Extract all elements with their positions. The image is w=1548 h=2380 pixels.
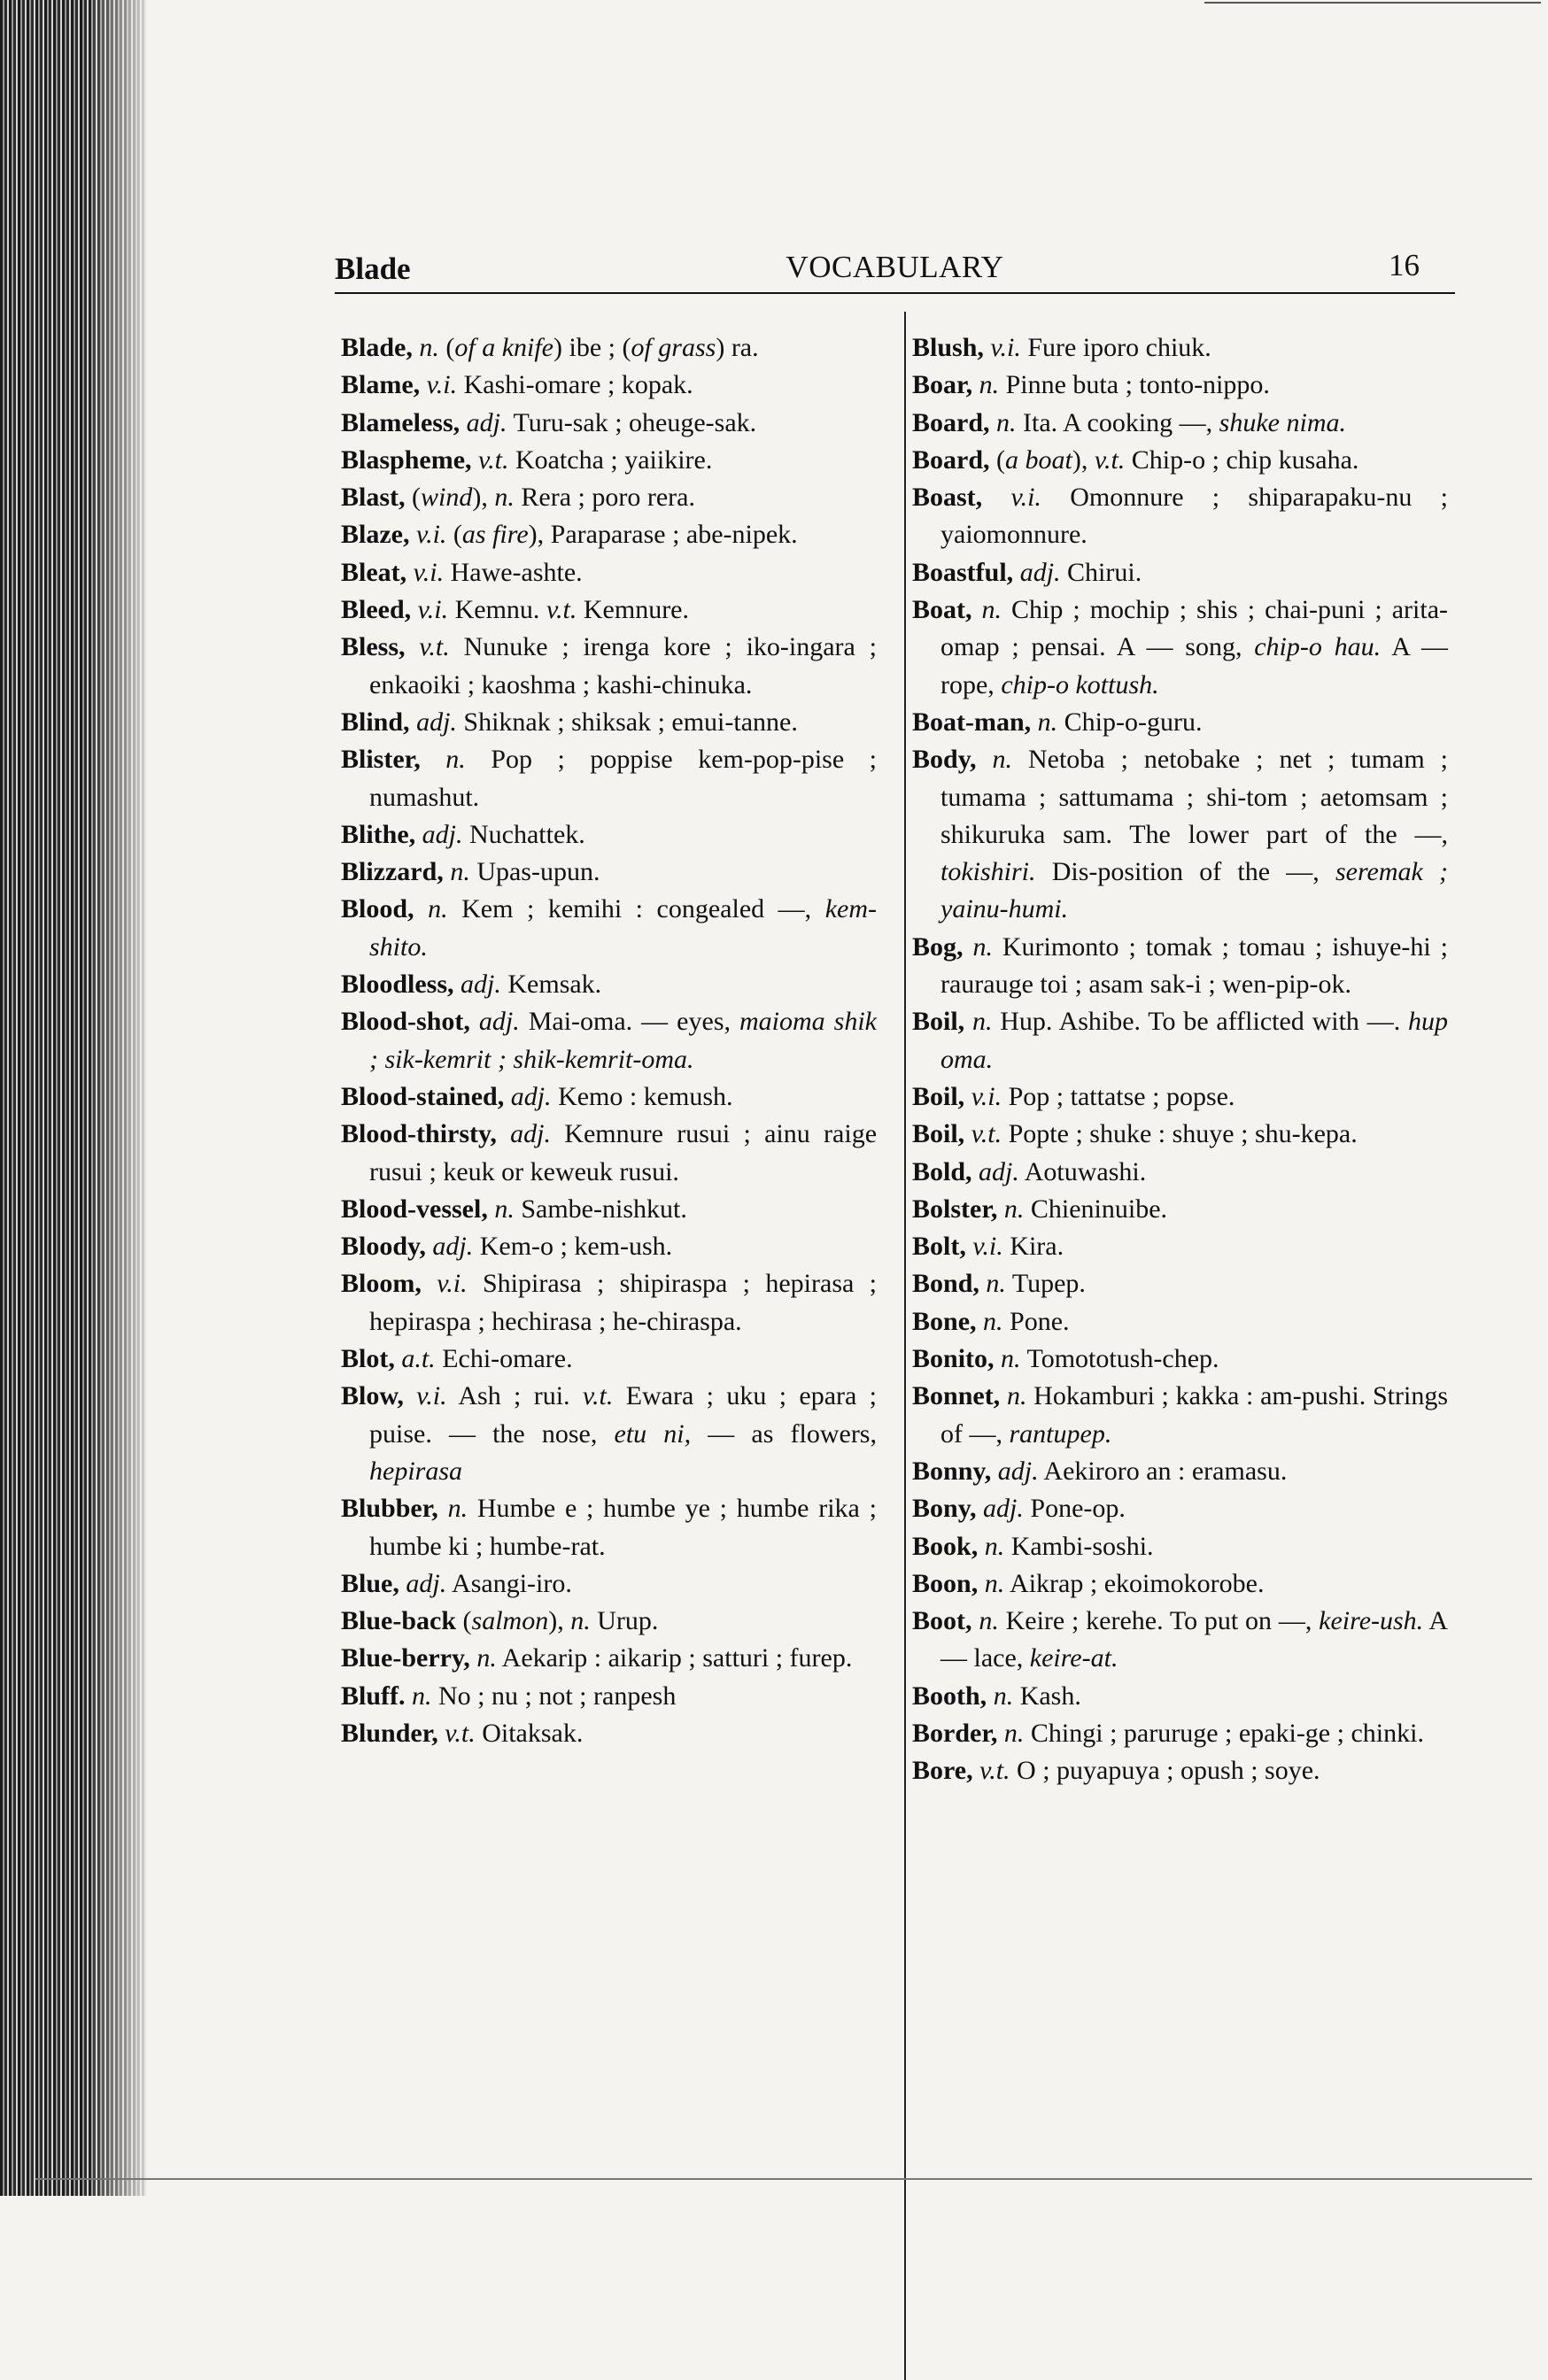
headword: Blameless, bbox=[341, 407, 461, 437]
dictionary-entry bbox=[912, 367, 1448, 404]
definition-text: ( bbox=[438, 333, 455, 362]
definition-text: Kambi-soshi. bbox=[1004, 1531, 1154, 1561]
dictionary-entry bbox=[341, 1603, 877, 1640]
headword: Blood-shot, bbox=[341, 1007, 470, 1037]
left-column bbox=[341, 329, 877, 1752]
italic-text: n. bbox=[979, 1606, 999, 1636]
italic-text: n. bbox=[494, 1194, 515, 1224]
definition-text: Netoba ; netobake ; net ; tumam ; tumama ; sattumama ; shi-tom ; aetomsam ; shikuruka sam. The lower part of the —, bbox=[940, 745, 1448, 849]
dictionary-entry bbox=[912, 1116, 1448, 1153]
definition-text: Hup. Ashibe. To be afflicted with —. bbox=[992, 1007, 1409, 1037]
definition-text: Kemsak. bbox=[500, 970, 602, 1000]
page-number: 16 bbox=[1389, 248, 1420, 282]
dictionary-entry bbox=[912, 1191, 1448, 1228]
headword: Blame, bbox=[341, 370, 421, 400]
definition-text: ( bbox=[996, 444, 1006, 475]
italic-text: v.t. bbox=[971, 1119, 1002, 1149]
definition-text: Hawe-ashte. bbox=[444, 557, 583, 587]
headword: Boast, bbox=[912, 483, 983, 513]
top-edge-rule bbox=[1204, 2, 1541, 4]
dictionary-entry bbox=[912, 554, 1448, 591]
definition-text: O ; puyapuya ; opush ; soye. bbox=[1010, 1756, 1320, 1786]
dictionary-entry bbox=[912, 442, 1448, 479]
definition-text: ), bbox=[548, 1606, 571, 1636]
definition-text: ( bbox=[446, 520, 462, 550]
italic-text: n. bbox=[428, 894, 448, 924]
bottom-edge-rule bbox=[35, 2178, 1532, 2180]
italic-text: as fire bbox=[461, 520, 529, 550]
italic-text: v.t. bbox=[582, 1381, 614, 1411]
headword: Boil, bbox=[912, 1081, 965, 1111]
italic-text: v.i. bbox=[971, 1081, 1002, 1111]
italic-text: v.i. bbox=[426, 370, 458, 400]
dictionary-entry bbox=[912, 741, 1448, 928]
headword: Book, bbox=[912, 1531, 979, 1561]
italic-text: adj. bbox=[510, 1119, 551, 1149]
headword: Bold, bbox=[912, 1156, 972, 1186]
italic-text: kem-shito. bbox=[369, 894, 878, 962]
definition-text: Kemnure. bbox=[577, 595, 689, 625]
definition-text: Kemnu. bbox=[448, 595, 546, 625]
definition-text: Chingi ; paruruge ; epaki-ge ; chinki. bbox=[1024, 1718, 1424, 1748]
headword: Blush, bbox=[912, 333, 984, 362]
dictionary-entry bbox=[912, 1752, 1448, 1789]
definition-text: Chip-o ; chip kusaha. bbox=[1125, 444, 1359, 475]
definition-text: ) ra. bbox=[716, 333, 759, 362]
dictionary-entry bbox=[912, 704, 1448, 741]
definition-text: Shiknak ; shiksak ; emui-tanne. bbox=[456, 707, 798, 737]
definition-text: No ; nu ; not ; ranpesh bbox=[431, 1681, 677, 1711]
definition-text: Dis-position of the —, bbox=[1035, 857, 1335, 887]
italic-text: n. bbox=[476, 1643, 497, 1673]
definition-text: Ita. A cooking —, bbox=[1016, 407, 1219, 437]
headword: Boon, bbox=[912, 1568, 979, 1598]
definition-text: ) ibe ; ( bbox=[553, 333, 631, 362]
italic-text: v.i. bbox=[416, 1381, 447, 1411]
dictionary-entry bbox=[341, 1565, 877, 1603]
headword: Blind, bbox=[341, 707, 410, 737]
headword: Board, bbox=[912, 407, 990, 437]
italic-text: adj. bbox=[510, 1081, 552, 1111]
italic-text: hup oma. bbox=[940, 1007, 1449, 1074]
dictionary-entry bbox=[912, 1490, 1448, 1527]
definition-text: Chirui. bbox=[1060, 557, 1142, 587]
italic-text: v.t. bbox=[478, 444, 509, 475]
headword: Bolt, bbox=[912, 1232, 966, 1262]
dictionary-entry bbox=[912, 1715, 1448, 1752]
italic-text: adj. bbox=[979, 1156, 1019, 1186]
italic-text: adj. bbox=[997, 1456, 1039, 1486]
italic-text: adj. bbox=[422, 819, 463, 849]
headword: Bony, bbox=[912, 1494, 977, 1524]
headword: Blood-vessel, bbox=[341, 1194, 488, 1224]
definition-text: Rera ; poro rera. bbox=[514, 483, 695, 513]
italic-text: of a knife bbox=[454, 333, 553, 362]
headword: Blow, bbox=[341, 1381, 404, 1411]
italic-text: n. bbox=[971, 1007, 993, 1037]
dictionary-entry bbox=[912, 1603, 1448, 1678]
definition-text: Kash. bbox=[1013, 1681, 1081, 1711]
definition-text: — as flowers, bbox=[691, 1418, 877, 1449]
italic-text: n. bbox=[993, 1681, 1014, 1711]
italic-text: rantupep. bbox=[1009, 1418, 1112, 1449]
italic-text: salmon bbox=[471, 1606, 549, 1636]
definition-text: Ewara ; uku ; epara ; puise. — the nose, bbox=[369, 1381, 877, 1449]
headword: Board, bbox=[912, 444, 990, 475]
dictionary-entry bbox=[912, 591, 1448, 704]
definition-text: Tomototush-chep. bbox=[1020, 1344, 1219, 1374]
italic-text: n. bbox=[1003, 1194, 1025, 1224]
dictionary-entry bbox=[341, 405, 877, 442]
definition-text: Chip-o-guru. bbox=[1057, 707, 1203, 737]
dictionary-entry bbox=[341, 329, 877, 367]
headword: Bond, bbox=[912, 1269, 979, 1299]
headword: Booth, bbox=[912, 1681, 987, 1711]
headword: Body, bbox=[912, 745, 977, 775]
italic-text: v.t. bbox=[1094, 444, 1126, 475]
dictionary-entry bbox=[341, 554, 877, 591]
headword: Bloodless, bbox=[341, 970, 454, 1000]
guide-word: Blade bbox=[335, 251, 411, 286]
dictionary-entry bbox=[341, 966, 877, 1003]
headword: Blister, bbox=[341, 745, 421, 775]
italic-text: adj. bbox=[983, 1494, 1024, 1524]
italic-text: v.i. bbox=[417, 595, 449, 625]
dictionary-entry bbox=[341, 1341, 877, 1378]
headword: Boastful, bbox=[912, 557, 1014, 587]
headword: Bog, bbox=[912, 931, 964, 962]
definition-text: Aekarip : aikarip ; satturi ; furep. bbox=[496, 1643, 853, 1673]
definition-text: Upas-upun. bbox=[469, 857, 600, 887]
dictionary-entry bbox=[341, 1228, 877, 1265]
definition-text: Shipirasa ; shipiraspa ; hepirasa ; hepiraspa ; hechirasa ; he-chiraspa. bbox=[369, 1269, 877, 1336]
italic-text: a.t. bbox=[401, 1344, 436, 1374]
italic-text: maioma shik ; sik-kemrit ; shik-kemrit-oma. bbox=[369, 1007, 877, 1074]
definition-text: Pop ; tattatse ; popse. bbox=[1002, 1081, 1235, 1111]
dictionary-entry bbox=[912, 1565, 1448, 1603]
definition-text: ( bbox=[462, 1606, 472, 1636]
definition-text: Humbe e ; humbe ye ; humbe rika ; humbe ki ; humbe-rat. bbox=[369, 1494, 877, 1561]
headword: Bleed, bbox=[341, 595, 412, 625]
dictionary-entry bbox=[341, 1640, 877, 1677]
headword: Boot, bbox=[912, 1606, 972, 1636]
definition-text: Tupep. bbox=[1005, 1269, 1086, 1299]
definition-text: Kurimonto ; tomak ; tomau ; ishuye-hi ; raurauge toi ; asam sak-i ; wen-pip-ok. bbox=[940, 931, 1449, 1000]
definition-text: Pone-op. bbox=[1023, 1494, 1126, 1524]
dictionary-entry bbox=[341, 367, 877, 404]
italic-text: n. bbox=[979, 370, 1000, 400]
definition-text: Kira. bbox=[1002, 1232, 1064, 1262]
headword: Blaze, bbox=[341, 520, 410, 550]
dictionary-entry bbox=[341, 442, 877, 479]
italic-text: hepirasa bbox=[369, 1456, 462, 1486]
dictionary-entry bbox=[912, 1378, 1448, 1453]
italic-text: n. bbox=[445, 745, 466, 775]
definition-text: Echi-omare. bbox=[435, 1344, 573, 1374]
dictionary-entry bbox=[912, 479, 1448, 554]
definition-text: Fure iporo chiuk. bbox=[1020, 333, 1211, 362]
headword: Bore, bbox=[912, 1756, 973, 1786]
headword: Blood, bbox=[341, 894, 414, 924]
headword: Blithe, bbox=[341, 819, 416, 849]
italic-text: v.i. bbox=[415, 520, 447, 550]
headword: Boil, bbox=[912, 1007, 965, 1037]
definition-text: Koatcha ; yaiikire. bbox=[508, 444, 713, 475]
headword: Bonnet, bbox=[912, 1381, 1001, 1411]
italic-text: n. bbox=[992, 745, 1013, 775]
italic-text: n. bbox=[984, 1568, 1005, 1598]
italic-text: seremak ; yainu-humi. bbox=[940, 857, 1448, 924]
definition-text: Aekiroro an : eramasu. bbox=[1038, 1456, 1288, 1486]
italic-text: tokishiri. bbox=[940, 857, 1036, 887]
headword: Blizzard, bbox=[341, 857, 444, 887]
definition-text: Popte ; shuke : shuye ; shu-kepa. bbox=[1002, 1119, 1358, 1149]
dictionary-entry bbox=[341, 1265, 877, 1341]
definition-text: Sambe-nishkut. bbox=[514, 1194, 687, 1224]
dictionary-entry bbox=[912, 1228, 1448, 1265]
right-column bbox=[912, 329, 1448, 1790]
headword: Bolster, bbox=[912, 1194, 998, 1224]
headword: Blue-back bbox=[341, 1606, 457, 1636]
definition-text: Nunuke ; irenga kore ; iko-ingara ; enkaoiki ; kaoshma ; kashi-chinuka. bbox=[369, 632, 878, 699]
italic-text: n. bbox=[981, 595, 1002, 625]
dictionary-entry bbox=[912, 1003, 1448, 1078]
dictionary-entry bbox=[341, 1003, 877, 1078]
dictionary-entry bbox=[912, 1341, 1448, 1378]
dictionary-entry bbox=[912, 929, 1448, 1004]
dictionary-entry bbox=[341, 1490, 877, 1565]
italic-text: keire-ush. bbox=[1319, 1606, 1424, 1636]
dictionary-entry bbox=[341, 629, 877, 704]
headword: Bluff. bbox=[341, 1681, 406, 1711]
dictionary-entry bbox=[341, 1078, 877, 1116]
italic-text: adj. bbox=[1019, 557, 1061, 587]
dictionary-entry bbox=[341, 1191, 877, 1228]
italic-text: shuke nima. bbox=[1219, 407, 1346, 437]
header-rule bbox=[335, 292, 1455, 294]
italic-text: etu ni, bbox=[614, 1418, 692, 1449]
italic-text: adj. bbox=[461, 970, 501, 1000]
definition-text: Kashi-omare ; kopak. bbox=[457, 370, 693, 400]
dictionary-entry bbox=[912, 329, 1448, 367]
italic-text: chip-o hau. bbox=[1254, 632, 1382, 662]
page-header bbox=[335, 239, 1455, 292]
definition-text: Pop ; poppise kem-pop-pise ; numashut. bbox=[369, 745, 878, 812]
italic-text: chip-o kottush. bbox=[1001, 669, 1159, 699]
headword: Blue-berry, bbox=[341, 1643, 470, 1673]
dictionary-entry bbox=[341, 1678, 877, 1715]
italic-text: n. bbox=[1006, 1381, 1027, 1411]
definition-text: Turu-sak ; oheuge-sak. bbox=[507, 407, 757, 437]
italic-text: keire-at. bbox=[1029, 1643, 1118, 1673]
headword: Blunder, bbox=[341, 1718, 438, 1748]
dictionary-entry bbox=[912, 1303, 1448, 1341]
headword: Bonny, bbox=[912, 1456, 992, 1486]
definition-text: Kemo : kemush. bbox=[551, 1081, 733, 1111]
italic-text: v.i. bbox=[437, 1269, 468, 1299]
headword: Boat, bbox=[912, 595, 972, 625]
headword: Bloody, bbox=[341, 1232, 426, 1262]
dictionary-entry bbox=[912, 1265, 1448, 1302]
definition-text: Keire ; kerehe. To put on —, bbox=[998, 1606, 1320, 1636]
dictionary-entry bbox=[912, 1078, 1448, 1116]
headword: Blood-stained, bbox=[341, 1081, 505, 1111]
dictionary-entry bbox=[341, 816, 877, 854]
dictionary-entry bbox=[341, 891, 877, 966]
italic-text: v.t. bbox=[445, 1718, 476, 1748]
italic-text: wind bbox=[421, 483, 473, 513]
italic-text: n. bbox=[983, 1306, 1003, 1336]
italic-text: v.t. bbox=[546, 595, 577, 625]
definition-text: Kemnure rusui ; ainu raige rusui ; keuk or keweuk rusui. bbox=[369, 1119, 878, 1186]
italic-text: n. bbox=[1037, 707, 1058, 737]
dictionary-entry bbox=[912, 1154, 1448, 1191]
definition-text: Oitaksak. bbox=[475, 1718, 584, 1748]
definition-text: Hokamburi ; kakka : am-pushi. Strings of —, bbox=[940, 1381, 1448, 1449]
italic-text: v.t. bbox=[419, 632, 450, 662]
book-binding-edge bbox=[0, 0, 146, 2196]
italic-text: of grass bbox=[631, 333, 716, 362]
headword: Bone, bbox=[912, 1306, 977, 1336]
definition-text: A — lace, bbox=[940, 1606, 1449, 1673]
italic-text: n. bbox=[1003, 1718, 1025, 1748]
definition-text: Urup. bbox=[590, 1606, 659, 1636]
running-title: VOCABULARY bbox=[786, 250, 1004, 284]
definition-text: Omonnure ; shiparapaku-nu ; yaiomonnure. bbox=[940, 483, 1448, 550]
definition-text: Asangi-iro. bbox=[446, 1568, 572, 1598]
dictionary-entry bbox=[912, 1678, 1448, 1715]
definition-text: Ash ; rui. bbox=[446, 1381, 583, 1411]
italic-text: v.t. bbox=[979, 1756, 1010, 1786]
italic-text: n. bbox=[984, 1531, 1005, 1561]
column-divider bbox=[904, 312, 906, 2380]
italic-text: n. bbox=[494, 483, 515, 513]
dictionary-entry bbox=[912, 1453, 1448, 1490]
headword: Boat-man, bbox=[912, 707, 1032, 737]
italic-text: n. bbox=[986, 1269, 1006, 1299]
italic-text: adj. bbox=[478, 1007, 520, 1037]
headword: Blot, bbox=[341, 1344, 395, 1374]
italic-text: n. bbox=[419, 333, 439, 362]
italic-text: v.i. bbox=[413, 557, 445, 587]
italic-text: v.i. bbox=[1010, 483, 1041, 513]
headword: Blood-thirsty, bbox=[341, 1119, 497, 1149]
italic-text: n. bbox=[447, 1494, 468, 1524]
headword: Bonito, bbox=[912, 1344, 995, 1374]
headword: Bless, bbox=[341, 632, 406, 662]
definition-text: Pinne buta ; tonto-nippo. bbox=[999, 370, 1270, 400]
italic-text: n. bbox=[570, 1606, 591, 1636]
headword: Bloom, bbox=[341, 1269, 422, 1299]
italic-text: adj. bbox=[432, 1232, 474, 1262]
dictionary-entry bbox=[341, 591, 877, 629]
headword: Blade, bbox=[341, 333, 413, 362]
definition-text: Kem-o ; kem-ush. bbox=[473, 1232, 673, 1262]
headword: Bleat, bbox=[341, 557, 407, 587]
headword: Boil, bbox=[912, 1119, 965, 1149]
italic-text: v.i. bbox=[972, 1232, 1003, 1262]
definition-text: Nuchattek. bbox=[462, 819, 585, 849]
headword: Blast, bbox=[341, 483, 406, 513]
italic-text: a boat bbox=[1005, 444, 1072, 475]
dictionary-entry bbox=[341, 704, 877, 741]
italic-text: n. bbox=[412, 1681, 432, 1711]
headword: Border, bbox=[912, 1718, 998, 1748]
definition-text: Kem ; kemihi : congealed —, bbox=[447, 894, 825, 924]
definition-text: ), bbox=[1072, 444, 1095, 475]
italic-text: adj. bbox=[406, 1568, 447, 1598]
dictionary-entry bbox=[912, 405, 1448, 442]
italic-text: adj. bbox=[466, 407, 507, 437]
italic-text: n. bbox=[972, 931, 993, 962]
definition-text: Chieninuibe. bbox=[1024, 1194, 1168, 1224]
dictionary-entry bbox=[341, 1116, 877, 1191]
headword: Blubber, bbox=[341, 1494, 438, 1524]
definition-text: ( bbox=[412, 483, 422, 513]
italic-text: n. bbox=[996, 407, 1017, 437]
italic-text: n. bbox=[1001, 1344, 1021, 1374]
dictionary-entry bbox=[341, 479, 877, 516]
dictionary-entry bbox=[341, 741, 877, 816]
definition-text: A — rope, bbox=[940, 632, 1449, 699]
definition-text: Aikrap ; ekoimokorobe. bbox=[1004, 1568, 1265, 1598]
dictionary-entry bbox=[341, 1378, 877, 1490]
definition-text: ), bbox=[472, 483, 495, 513]
headword: Boar, bbox=[912, 370, 973, 400]
italic-text: adj. bbox=[416, 707, 457, 737]
dictionary-entry bbox=[341, 516, 877, 553]
italic-text: n. bbox=[450, 857, 470, 887]
definition-text: Chip ; mochip ; shis ; chai-puni ; arita-omap ; pensai. A — song, bbox=[940, 595, 1448, 662]
dictionary-entry bbox=[341, 854, 877, 891]
dictionary-entry bbox=[341, 1715, 877, 1752]
definition-text: Aotuwashi. bbox=[1018, 1156, 1147, 1186]
definition-text: Pone. bbox=[1002, 1306, 1070, 1336]
headword: Blue, bbox=[341, 1568, 399, 1598]
italic-text: v.i. bbox=[990, 333, 1021, 362]
dictionary-entry bbox=[912, 1528, 1448, 1565]
definition-text: ), Paraparase ; abe-nipek. bbox=[528, 520, 798, 550]
definition-text: Mai-oma. — eyes, bbox=[519, 1007, 739, 1037]
headword: Blaspheme, bbox=[341, 444, 472, 475]
